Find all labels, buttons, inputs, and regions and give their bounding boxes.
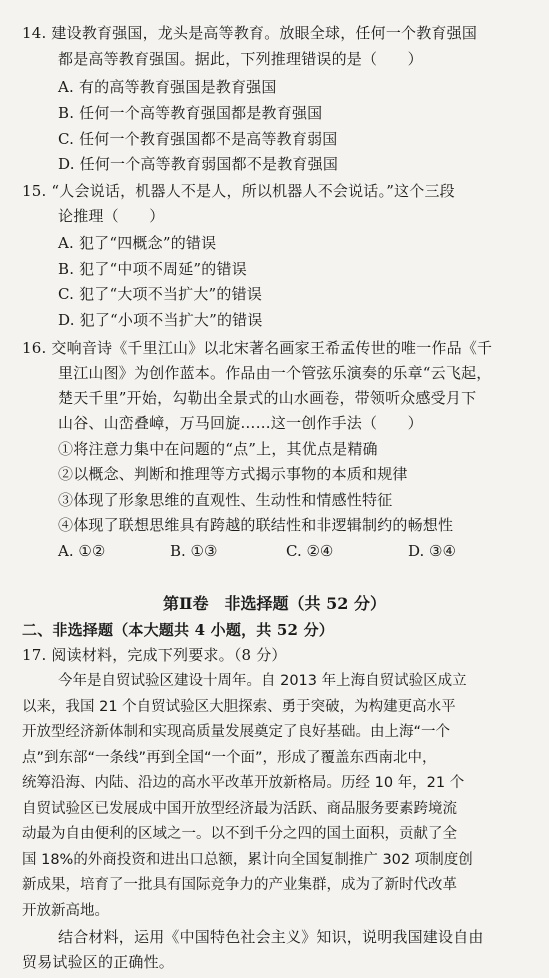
q14-option-c[interactable]: C. 任何一个教育强国都不是高等教育弱国 bbox=[58, 130, 338, 148]
q16-answer-d[interactable]: D. ③④ bbox=[408, 542, 456, 560]
q15-option-b[interactable]: B. 犯了“中项不周延”的错误 bbox=[58, 260, 247, 278]
q15-option-c[interactable]: C. 犯了“大项不当扩大”的错误 bbox=[58, 285, 263, 303]
q14-option-d[interactable]: D. 任何一个高等教育弱国都不是教育强国 bbox=[58, 155, 339, 173]
part2-title: 第Ⅱ卷 非选择题（共 52 分） bbox=[163, 594, 386, 613]
q17-passage-line-2: 以来，我国 21 个自贸试验区大胆探索、勇于突破，为构建更高水平 bbox=[22, 699, 456, 715]
q14-stem-line-1: 14. 建设教育强国，龙头是高等教育。放眼全球，任何一个教育强国 bbox=[22, 24, 478, 42]
q15-stem-line-1: 15. “人会说话，机器人不是人，所以机器人不会说话。”这个三段 bbox=[22, 182, 455, 200]
q16-stem-line-1: 16. 交响音诗《千里江山》以北宋著名画家王希孟传世的唯一作品《千 bbox=[22, 339, 493, 357]
q17-task-line-1: 结合材料，运用《中国特色社会主义》知识，说明我国建设自由 bbox=[58, 928, 484, 946]
q17-passage-line-5: 统筹沿海、内陆、沿边的高水平改革开放新格局。历经 10 年，21 个 bbox=[22, 775, 465, 791]
q14-option-a[interactable]: A. 有的高等教育强国是教育强国 bbox=[58, 78, 277, 96]
q15-option-a[interactable]: A. 犯了“四概念”的错误 bbox=[58, 234, 217, 252]
q16-stem-line-2: 里江山图》为创作蓝本。作品由一个管弦乐演奏的乐章“云飞起， bbox=[58, 364, 492, 382]
q17-passage-line-7: 动最为自由便利的区域之一。以不到千分之四的国土面积，贡献了全 bbox=[22, 826, 457, 842]
q15-stem-line-2: 论推理（ ） bbox=[58, 207, 165, 225]
q16-stem-line-3: 楚天千里”开始，勾勒出全景式的山水画卷，带领听众感受月下 bbox=[58, 389, 477, 407]
q16-statement-4: ④体现了联想思维具有跨越的联结性和非逻辑制约的畅想性 bbox=[58, 516, 454, 534]
q17-passage-line-10: 开放新高地。 bbox=[22, 903, 109, 919]
q16-answer-c[interactable]: C. ②④ bbox=[286, 542, 334, 560]
q16-statement-3: ③体现了形象思维的直观性、生动性和情感性特征 bbox=[58, 491, 393, 509]
q14-option-b[interactable]: B. 任何一个高等教育强国都是教育强国 bbox=[58, 104, 323, 122]
q17-passage-line-3: 开放型经济新体制和实现高质量发展奠定了良好基础。由上海“一个 bbox=[22, 724, 451, 740]
q14-stem-line-2: 都是高等教育强国。据此，下列推理错误的是（ ） bbox=[58, 50, 423, 68]
q16-answer-a[interactable]: A. ①② bbox=[58, 542, 106, 560]
q17-passage-line-1: 今年是自贸试验区建设十周年。自 2013 年上海自贸试验区成立 bbox=[58, 673, 467, 689]
q17-passage-line-9: 新成果，培育了一批具有国际竞争力的产业集群，成为了新时代改革 bbox=[22, 877, 457, 893]
q17-passage-line-4: 点”到东部“一条线”再到全国“一个面”，形成了覆盖东西南北中， bbox=[22, 750, 437, 766]
q16-statement-2: ②以概念、判断和推理等方式揭示事物的本质和规律 bbox=[58, 465, 408, 483]
part2-heading: 二、非选择题（本大题共 4 小题，共 52 分） bbox=[22, 621, 335, 639]
q17-task-line-2: 贸易试验区的正确性。 bbox=[22, 953, 175, 971]
q15-option-d[interactable]: D. 犯了“小项不当扩大”的错误 bbox=[58, 311, 263, 329]
q16-stem-line-4: 山谷、山峦叠嶂，万马回旋……这一创作手法（ ） bbox=[58, 414, 423, 432]
q17-passage-line-8: 国 18%的外商投资和进出口总额，累计向全国复制推广 302 项制度创 bbox=[22, 852, 473, 868]
q16-answer-b[interactable]: B. ①③ bbox=[170, 542, 218, 560]
q17-passage-line-6: 自贸试验区已发展成中国开放型经济最为活跃、商品服务要素跨境流 bbox=[22, 801, 457, 817]
q16-statement-1: ①将注意力集中在问题的“点”上，其优点是精确 bbox=[58, 440, 378, 458]
q17-stem: 17. 阅读材料，完成下列要求。（8 分） bbox=[22, 646, 287, 664]
